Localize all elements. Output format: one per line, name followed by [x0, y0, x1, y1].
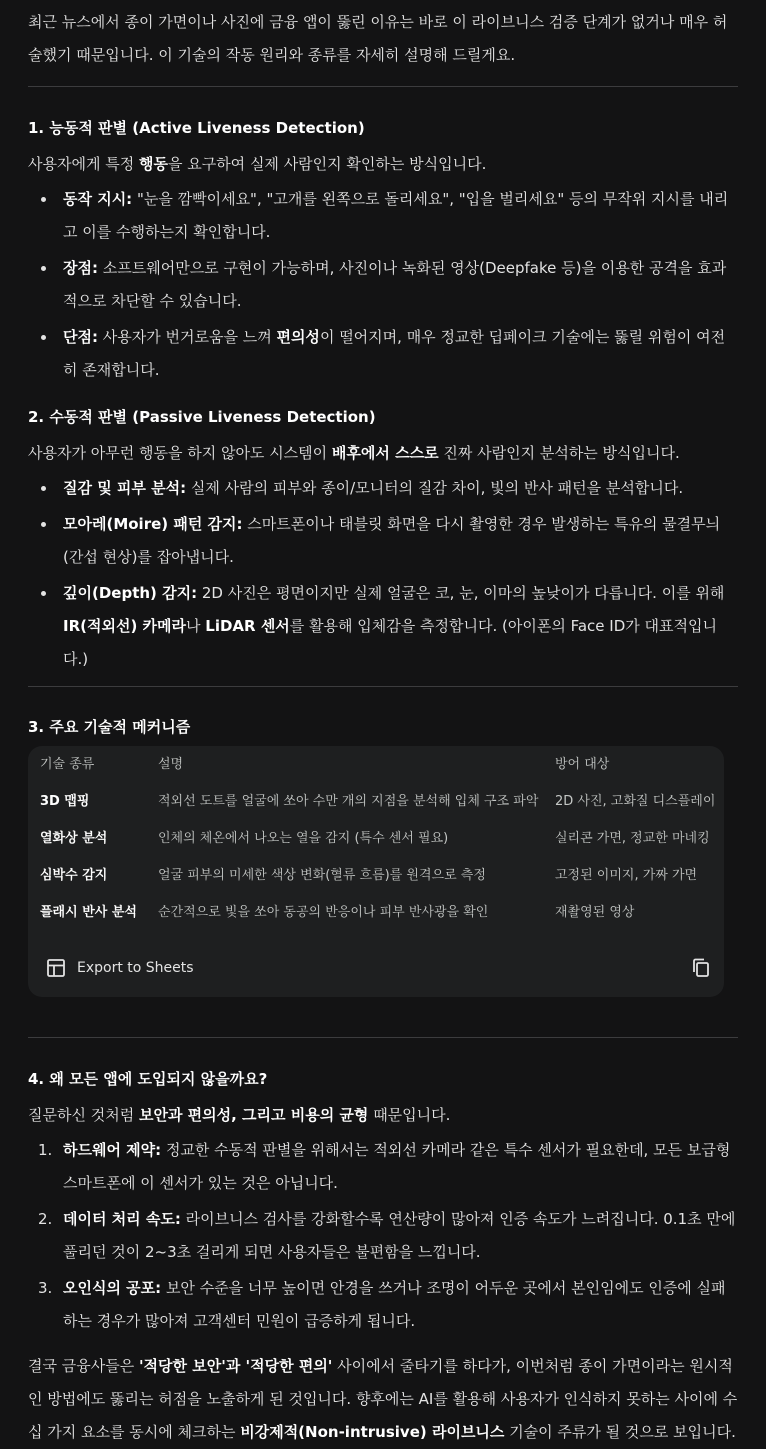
bullet-dot — [41, 591, 46, 596]
list-item: 3. 오인식의 공포: 보안 수준을 너무 높이면 안경을 쓰거나 조명이 어두운 곳에서 본인임에도 인증에 실패하는 경우가 많아져 고객센터 민원이 급증하게 됩니다. — [38, 1279, 726, 1330]
section3-heading: 3. 주요 기술적 메커니즘 — [28, 718, 191, 736]
table-footer — [28, 939, 724, 997]
divider — [28, 1037, 738, 1038]
bullet-dot — [41, 266, 46, 271]
list-item: 모아레(Moire) 패턴 감지: 스마트폰이나 태블릿 화면을 다시 촬영한 경우 발생하는 특유의 물결무늬(간섭 현상)를 잡아냅니다. — [28, 508, 738, 574]
table-cell: 인체의 체온에서 나오는 열을 감지 (특수 센서 필요) — [158, 831, 449, 846]
table-cell: 적외선 도트를 얼굴에 쏘아 수만 개의 지점을 분석해 입체 구조 파악 — [158, 794, 539, 809]
table-row — [28, 894, 724, 931]
conclusion-paragraph: 결국 금융사들은 '적당한 보안'과 '적당한 편의' 사이에서 줄타기를 하다가, 이번처럼 종이 가면이라는 원시적인 방법에도 뚫리는 허점을 노출하게 된 것입니다. 향후에는 AI를 활용해 사용자가 인식하지 못하는 사이에 수십 가지 요소를 동시에 체크하는 비강제적(Non-intrusive) 라이브니스 기술이 주류가 될 것으로 보입니다. — [28, 1357, 738, 1441]
section2-lead: 사용자가 아무런 행동을 하지 않아도 시스템이 배후에서 스스로 진짜 사람인지 분석하는 방식입니다. — [28, 444, 680, 462]
table-row — [28, 857, 724, 894]
bullet-dot — [41, 522, 46, 527]
mechanism-table — [28, 746, 724, 931]
list-item: 2. 데이터 처리 속도: 라이브니스 검사를 강화할수록 연산량이 많아져 인증 속도가 느려집니다. 0.1초 만에 풀리던 것이 2~3초 걸리게 되면 사용자들은 불편함을 느낍니다. — [38, 1210, 736, 1261]
list-item: 장점: 소프트웨어만으로 구현이 가능하며, 사진이나 녹화된 영상(Deepfake 등)을 이용한 공격을 효과적으로 차단할 수 있습니다. — [28, 252, 738, 318]
list-item: 질감 및 피부 분석: 실제 사람의 피부와 종이/모니터의 질감 차이, 빛의 반사 패턴을 분석합니다. — [28, 472, 738, 505]
section4-heading: 4. 왜 모든 앱에 도입되지 않을까요? — [28, 1070, 268, 1088]
column-header: 설명 — [158, 757, 184, 772]
table-cell: 3D 맵핑 — [40, 794, 90, 809]
table-row — [28, 783, 724, 820]
table-cell: 순간적으로 빛을 쏘아 동공의 반응이나 피부 반사광을 확인 — [158, 905, 489, 920]
divider — [28, 686, 738, 687]
section2-list — [28, 472, 738, 676]
table-cell: 얼굴 피부의 미세한 색상 변화(혈류 흐름)를 원격으로 측정 — [158, 868, 486, 883]
list-item: 1. 하드웨어 제약: 정교한 수동적 판별을 위해서는 적외선 카메라 같은 특수 센서가 필요한데, 모든 보급형 스마트폰에 이 센서가 있는 것은 아닙니다. — [38, 1141, 731, 1192]
list-item: 동작 지시: "눈을 깜빡이세요", "고개를 왼쪽으로 돌리세요", "입을 벌리세요" 등의 무작위 지시를 내리고 이를 수행하는지 확인합니다. — [28, 183, 738, 249]
response-content — [28, 6, 738, 1449]
divider — [28, 86, 738, 87]
table-cell: 플래시 반사 분석 — [40, 905, 137, 920]
export-to-sheets-button[interactable] — [46, 952, 194, 985]
section2-heading: 2. 수동적 판별 (Passive Liveness Detection) — [28, 408, 376, 426]
list-item: 단점: 사용자가 번거로움을 느껴 편의성이 떨어지며, 매우 정교한 딥페이크 기술에는 뚫릴 위험이 여전히 존재합니다. — [28, 321, 738, 387]
table-cell: 열화상 분석 — [40, 831, 108, 846]
table-cell: 2D 사진, 고화질 디스플레이 — [555, 794, 716, 809]
column-header: 방어 대상 — [555, 757, 610, 772]
table-row — [28, 820, 724, 857]
section4-list — [28, 1134, 738, 1338]
table-cell: 실리콘 가면, 정교한 마네킹 — [555, 831, 710, 846]
intro-paragraph: 최근 뉴스에서 종이 가면이나 사진에 금융 앱이 뚫린 이유는 바로 이 라이브니스 검증 단계가 없거나 매우 허술했기 때문입니다. 이 기술의 작동 원리와 종류를 자세히 설명해 드릴게요. — [28, 13, 728, 64]
section1-lead: 사용자에게 특정 행동을 요구하여 실제 사람인지 확인하는 방식입니다. — [28, 155, 487, 173]
list-item: 깊이(Depth) 감지: 2D 사진은 평면이지만 실제 얼굴은 코, 눈, 이마의 높낮이가 다릅니다. 이를 위해 IR(적외선) 카메라나 LiDAR 센서를 활용해 입체감을 측정합니다. (아이폰의 Face ID가 대표적입니다.) — [28, 577, 738, 676]
bullet-dot — [41, 335, 46, 340]
table-grid-icon — [46, 958, 66, 978]
section1-heading: 1. 능동적 판별 (Active Liveness Detection) — [28, 119, 365, 137]
mechanism-table-card — [28, 746, 724, 997]
section1-list — [28, 183, 738, 387]
export-label: Export to Sheets — [77, 959, 194, 976]
copy-icon[interactable] — [692, 958, 710, 978]
bullet-dot — [41, 197, 46, 202]
bullet-dot — [41, 486, 46, 491]
section4-lead: 질문하신 것처럼 보안과 편의성, 그리고 비용의 균형 때문입니다. — [28, 1106, 451, 1124]
table-header-row — [28, 746, 724, 783]
table-cell: 심박수 감지 — [40, 868, 108, 883]
table-cell: 재촬영된 영상 — [555, 905, 635, 920]
column-header: 기술 종류 — [40, 757, 95, 772]
table-cell: 고정된 이미지, 가짜 가면 — [555, 868, 698, 883]
